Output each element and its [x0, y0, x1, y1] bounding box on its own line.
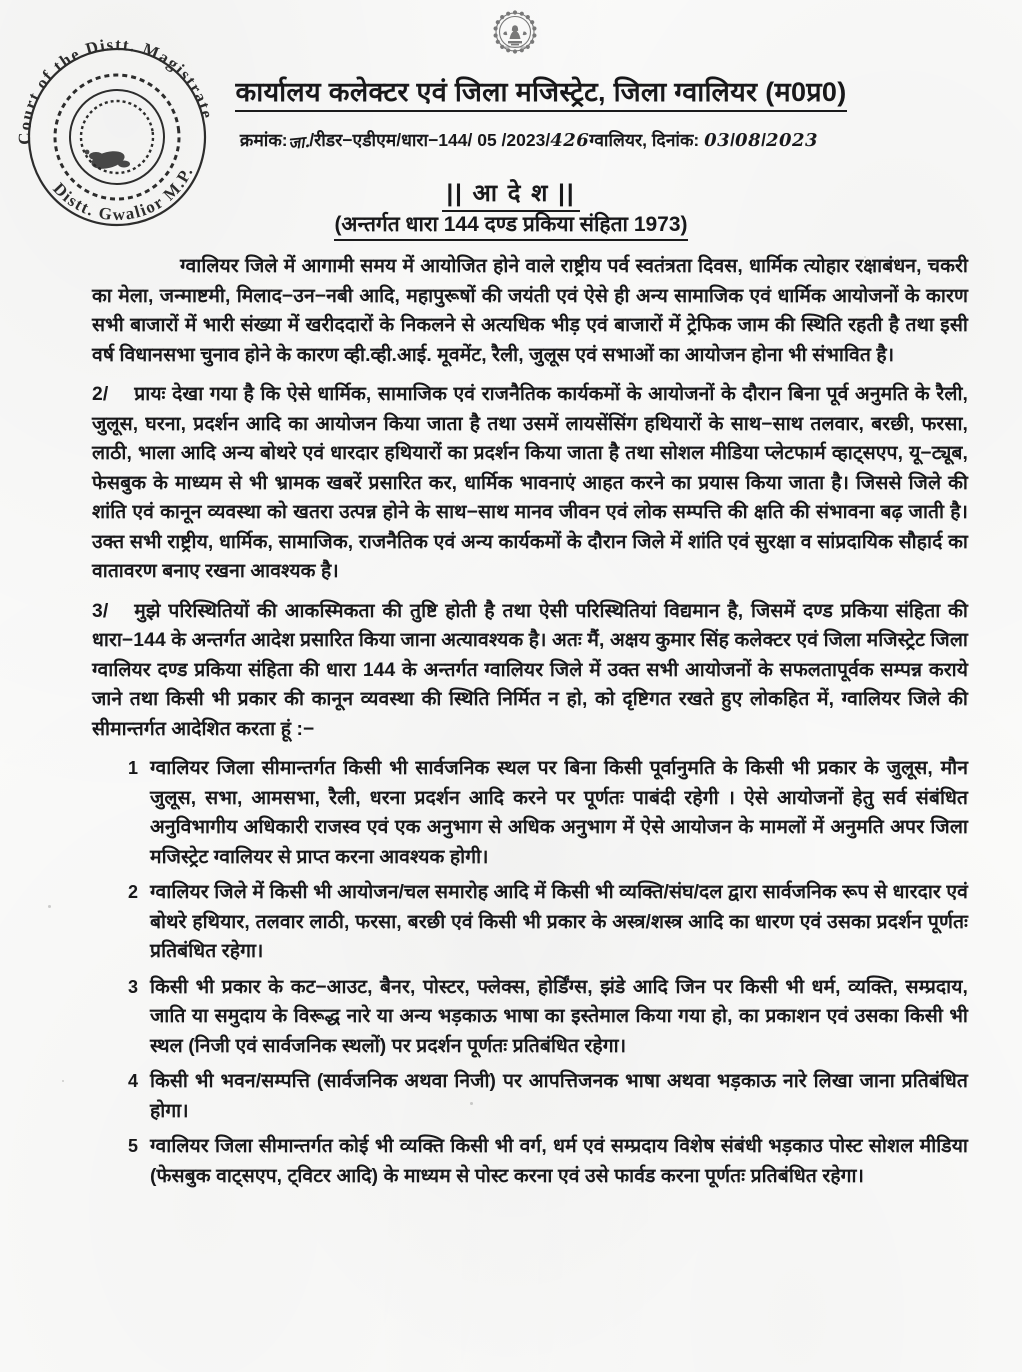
office-title	[0, 72, 1022, 109]
order-item	[92, 973, 968, 1062]
order-item-text: किसी भी प्रकार के कट−आउट, बैनर, पोस्टर, फ्लेक्स, होर्डिंग्स, झंडे आदि जिन पर किसी भी धर्म, व्यक्ति, सम्प्रदाय, जाति या समुदाय के विरूद्ध नारे या अन्य भड़काऊ भाषा का इस्तेमाल किया गया हो, का प्रकाशन एवं उसका किसी भी स्थल (निजी एवं सार्वजनिक स्थलों) पर प्रदर्शन पूर्णतः प्रतिबंधित रहेगा।	[150, 976, 968, 1057]
reference-handwritten-prefix: जा.	[286, 131, 311, 154]
date-month: 08	[735, 130, 762, 151]
order-item-text: ग्वालियर जिला सीमान्तर्गत किसी भी सार्वजनिक स्थल पर बिना किसी पूर्वानुमति के किसी भी प्रकार के जुलूस, मौन जुलूस, सभा, आमसभा, रैली, धरना प्रदर्शन आदि करने पर पूर्णतः पाबंदी रहेगी । ऐसे आयोजनों हेतु सर्व संबंधित अनुविभागीय अधिकारी राजस्व एवं एक अनुभाग से अधिक अनुभाग में ऐसे आयोजन के मामलों में अनुमति अपर जिला मजिस्ट्रेट ग्वालियर से प्राप्त करना आवश्यक होगी।	[150, 758, 968, 868]
order-items-list	[92, 754, 968, 1191]
scan-speck	[62, 1080, 64, 1082]
paragraph-3-number: 3/	[92, 600, 109, 622]
paragraph-1-text: ग्वालियर जिले में आगामी समय में आयोजित होने वाले राष्ट्रीय पर्व स्वतंत्रता दिवस, धार्मिक त्योहार रक्षाबंधन, चकरी का मेला, जन्माष्टमी, मिलाद−उन−नबी आदि, महापुरूषों की जयंती एवं ऐसे ही अन्य सामाजिक एवं धार्मिक आयोजनों के कारण सभी बाजारों में भारी संख्या में खरीददारों के निकलने से अत्यधिक भीड़ एवं बाजारों में ट्रेफिक जाम की स्थिति रहती है तथा इसी वर्ष विधानसभा चुनाव होने के कारण व्ही.व्ही.आई. मूवमेंट, रैली, जुलूस एवं सभाओं का आयोजन होना भी संभावित है।	[92, 256, 968, 366]
order-item-text: किसी भी भवन/सम्पत्ति (सार्वजनिक अथवा निजी) पर आपत्तिजनक भाषा अथवा भड़काऊ नारे लिखा जाना प्रतिबंधित होगा।	[150, 1071, 968, 1122]
order-heading	[0, 176, 1022, 209]
order-item-number: 3	[128, 976, 139, 997]
order-item-number: 1	[128, 758, 139, 778]
order-subheading	[0, 210, 1022, 238]
scan-speck	[48, 905, 51, 908]
paragraph-1	[92, 252, 968, 370]
reference-place: ग्वालियर, दिनांक:	[589, 130, 700, 150]
order-item-text: ग्वालियर जिला सीमान्तर्गत कोई भी व्यक्ति किसी भी वर्ग, धर्म एवं सम्प्रदाय विशेष संबंधी भड़काउ पोस्ट सोशल मीडिया (फेसबुक वाट्सएप, ट्विटर आदि) के माध्यम से पोस्ट करना एवं उसे फार्वड करना पूर्णतः प्रतिबंधित रहेगा।	[150, 1136, 968, 1187]
order-item-number: 2	[128, 882, 139, 902]
paragraph-2-text: प्रायः देखा गया है कि ऐसे धार्मिक, सामाजिक एवं राजनैतिक कार्यकमों के आयोजनों के दौरान बिना पूर्व अनुमति के रैली, जुलूस, घरना, प्रदर्शन आदि का आयोजन किया जाता है तथा उसमें लायसेंसिंग हथियारों के साथ−साथ तलवार, बरछी, फरसा, लाठी, भाला आदि अन्य बोथरे एवं धारदार हथियारों का प्रदर्शन किया जाता है तथा सोशल मीडिया प्लेटफार्म व्हाट्सएप, यू−ट्यूब, फेसबुक के माध्यम से भी भ्रामक खबरें प्रसारित कर, धार्मिक भावनाएं आहत करने का प्रयास किया जाता है। जिससे जिले की शांति एवं कानून व्यवस्था को खतरा उत्पन्न होने के साथ−साथ मानव जीवन एवं लोक सम्पत्ति की क्षति की संभावना बढ़ जाती है। उक्त सभी राष्ट्रीय, धार्मिक, सामाजिक, राजनैतिक एवं अन्य कार्यकमों के दौरान जिले में शांति एवं सुरक्षा व सांप्रदायिक सौहार्द का वातावरण बनाए रखना आवश्यक है।	[92, 384, 968, 582]
scan-speck	[864, 256, 866, 258]
document-body	[92, 252, 968, 1197]
order-item-text: ग्वालियर जिले में किसी भी आयोजन/चल समारोह आदि में किसी भी व्यक्ति/संघ/दल द्वारा सार्वजनिक रूप से धारदार एवं बोथरे हथियार, तलवार लाठी, फरसा, बरछी एवं किसी भी प्रकार के अस्त्र/शस्त्र आदि का धारण एवं उसका प्रदर्शन पूर्णतः प्रतिबंधित रहेगा।	[150, 882, 968, 962]
india-national-emblem-icon	[487, 8, 543, 70]
paragraph-2	[92, 380, 968, 587]
scan-speck	[300, 540, 302, 542]
office-title-text: कार्यालय कलेक्टर एवं जिला मजिस्ट्रेट, जिला ग्वालियर (म0प्र0)	[235, 77, 846, 112]
paragraph-2-number: 2/	[92, 384, 109, 405]
reference-body: /रीडर−एडीएम/धारा−144/ 05 /2023/	[309, 130, 551, 150]
order-item	[92, 754, 968, 872]
order-item-number: 5	[128, 1136, 139, 1156]
reference-label: क्रमांक:	[239, 130, 288, 150]
reference-line: क्रमांक:जा./रीडर−एडीएम/धारा−144/ 05 /2023/426ग्वालियर, दिनांक: 03/08/2023	[239, 130, 819, 154]
order-subheading-text: (अन्तर्गत धारा 144 दण्ड प्रकिया संहिता 1973)	[334, 213, 687, 241]
order-heading-text: || आ दे श ||	[442, 180, 579, 212]
order-item	[92, 878, 968, 967]
scan-speck	[470, 1102, 473, 1105]
date-year: 2023	[765, 130, 819, 151]
reference-handwritten-number: 426	[550, 130, 590, 151]
date-day: 03	[704, 130, 731, 151]
svg-text:Court of the Distt. Magistrate: Court of the Distt. Magistrate	[14, 34, 218, 145]
order-item	[92, 1067, 968, 1126]
paragraph-3-text: मुझे परिस्थितियों की आकस्मिकता की तुष्टि होती है तथा ऐसी परिस्थितियां विद्यमान है, जिसमें दण्ड प्रकिया संहिता की धारा−144 के अन्तर्गत आदेश प्रसारित किया जाना अत्यावश्यक है। अतः मैं, अक्षय कुमार सिंह कलेक्टर एवं जिला मजिस्ट्रेट जिला ग्वालियर दण्ड प्रकिया संहिता की धारा 144 के अन्तर्गत ग्वालियर जिले में उक्त सभी आयोजनों के सफलतापूर्वक सम्पन्न कराये जाने तथा किसी भी प्रकार की कानून व्यवस्था की स्थिति निर्मित न हो, को दृष्टिगत रखते हुए लोकहित में, ग्वालियर जिले की सीमान्तर्गत आदेशित करता हूं :−	[92, 600, 968, 740]
order-item-number: 4	[128, 1071, 139, 1091]
order-item	[92, 1132, 968, 1191]
svg-text:Distt. Gwalior M.P.: Distt. Gwalior M.P.	[49, 163, 198, 225]
paragraph-3	[92, 597, 968, 745]
